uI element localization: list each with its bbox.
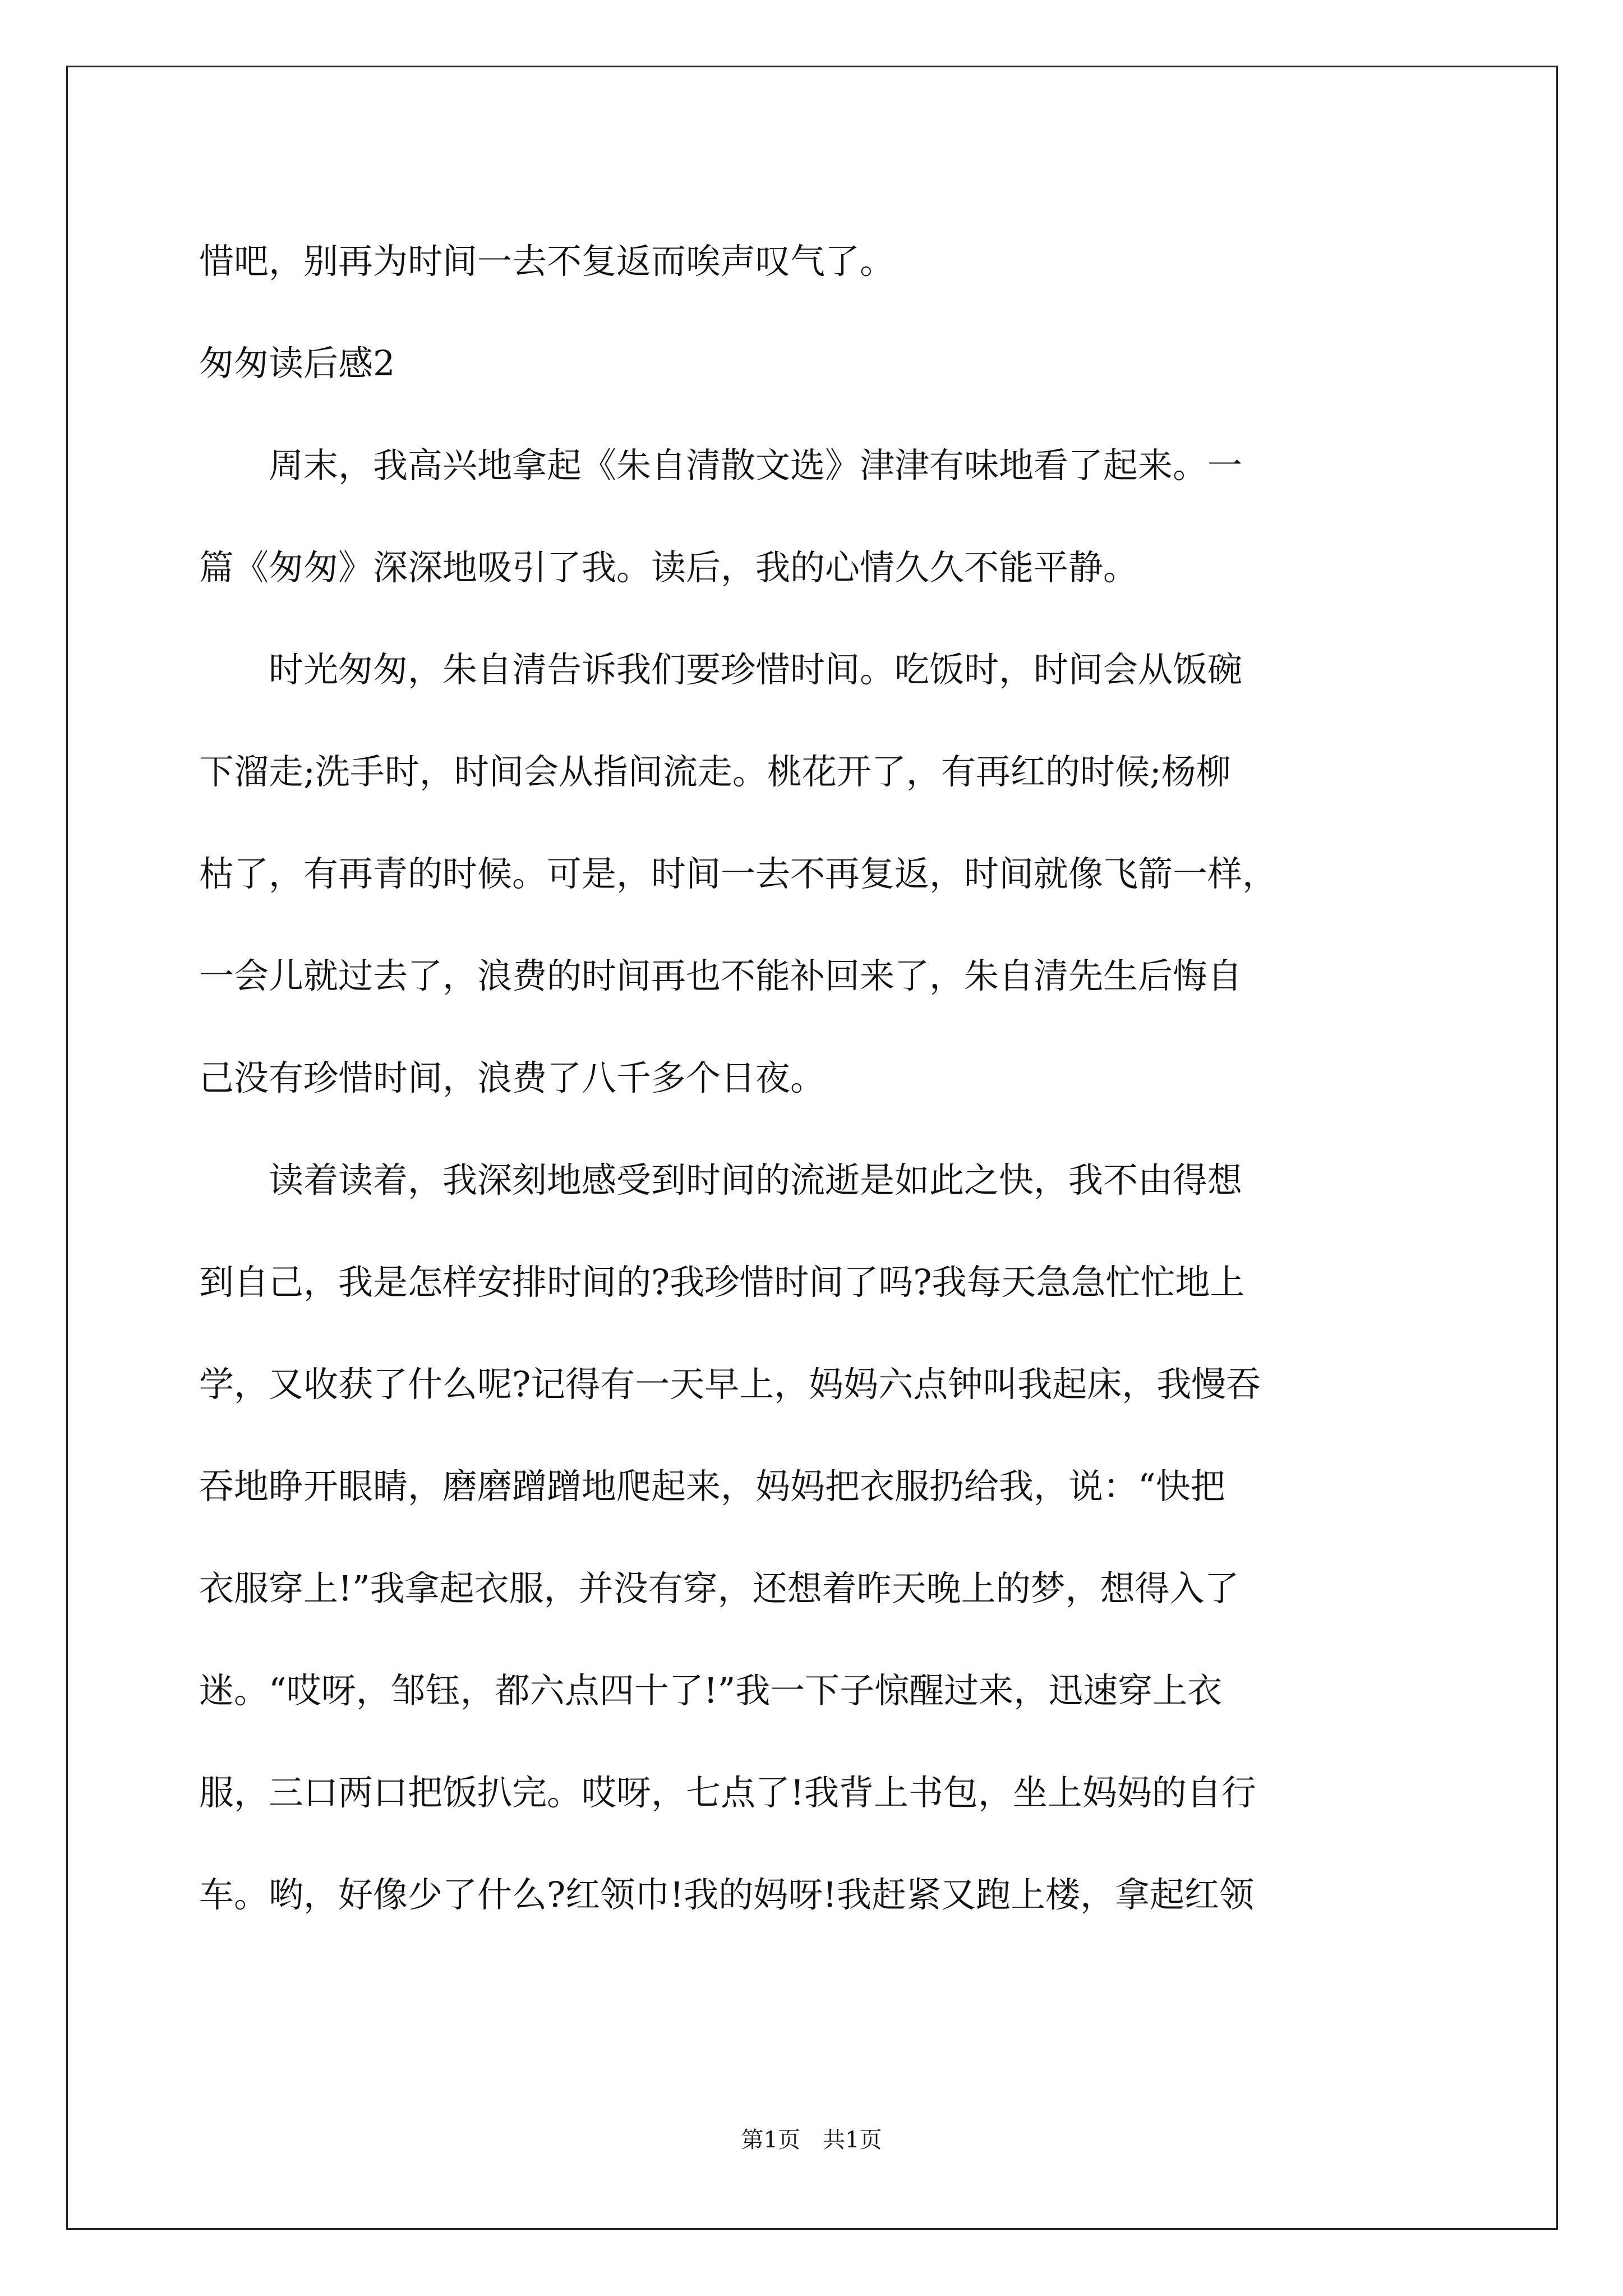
text-line: 惜吧，别再为时间一去不复返而唉声叹气了。	[199, 241, 895, 282]
text-line: 时光匆匆，朱自清告诉我们要珍惜时间。吃饭时，时间会从饭碗	[199, 649, 1243, 690]
text-line: 衣服穿上!”我拿起衣服，并没有穿，还想着昨天晚上的梦，想得入了	[199, 1568, 1239, 1609]
text-line: 车。哟，好像少了什么?红领巾!我的妈呀!我赶紧又跑上楼，拿起红领	[199, 1874, 1255, 1915]
text-line: 迷。“哎呀，邹钰，都六点四十了!”我一下子惊醒过来，迅速穿上衣	[199, 1670, 1223, 1711]
text-line: 篇《匆匆》深深地吸引了我。读后，我的心情久久不能平静。	[199, 547, 1138, 588]
text-line: 己没有珍惜时间，浪费了八千多个日夜。	[199, 1057, 826, 1098]
page-footer: 第1页 共1页	[741, 2127, 882, 2153]
text-line: 枯了，有再青的时候。可是，时间一去不再复返，时间就像飞箭一样，	[199, 853, 1278, 894]
text-line: 读着读着，我深刻地感受到时间的流逝是如此之快，我不由得想	[199, 1159, 1243, 1200]
text-line: 到自己，我是怎样安排时间的?我珍惜时间了吗?我每天急急忙忙地上	[199, 1262, 1245, 1303]
text-line: 一会儿就过去了，浪费的时间再也不能补回来了，朱自清先生后悔自	[199, 955, 1243, 996]
text-line: 服，三口两口把饭扒完。哎呀，七点了!我背上书包，坐上妈妈的自行	[199, 1772, 1256, 1813]
document-body	[199, 210, 1430, 1946]
section-heading: 匆匆读后感2	[199, 343, 395, 384]
text-line: 吞地睁开眼睛，磨磨蹭蹭地爬起来，妈妈把衣服扔给我，说：“快把	[199, 1466, 1225, 1507]
text-line: 学，又收获了什么呢?记得有一天早上，妈妈六点钟叫我起床，我慢吞	[199, 1364, 1261, 1405]
text-line: 下溜走;洗手时，时间会从指间流走。桃花开了，有再红的时候;杨柳	[199, 751, 1231, 792]
text-line: 周末，我高兴地拿起《朱自清散文选》津津有味地看了起来。一	[199, 445, 1243, 486]
